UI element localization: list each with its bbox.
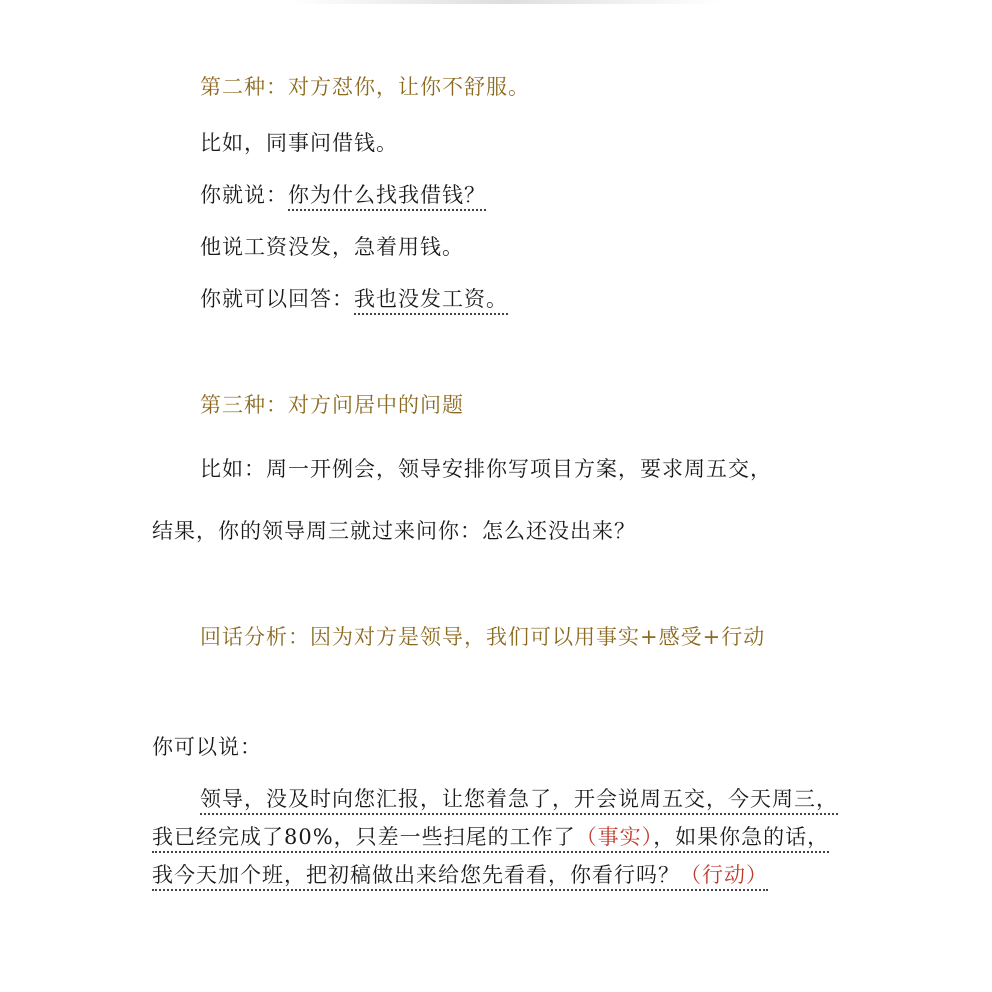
section2-reply [200,180,486,210]
top-edge-artifact [290,0,720,4]
answer-line2-text [152,825,829,853]
you-can-say-label: 你可以说： [152,735,262,759]
answer-line3-a: 我今天加个班，把初稿做出来给您先看看，你看行吗？ [152,863,680,887]
answer-line2-b: ，如果你急的话， [653,825,830,849]
action-tag: （行动） [680,863,768,887]
section2-heading: 第二种：对方怼你，让你不舒服。 [200,75,530,99]
answer-line1-text: 领导，没及时向您汇报，让您着急了，开会说周五交，今天周三， [200,787,838,815]
reply-prefix: 你就说： [200,183,288,207]
reply-text: 你为什么找我借钱？ [288,183,486,211]
section3-analysis: 回话分析：因为对方是领导，我们可以用事实+感受+行动 [200,625,766,649]
fact-tag: （事实） [575,825,654,849]
answer-prefix: 你就可以回答： [200,287,354,311]
answer-line3 [152,860,768,890]
section3-example-line1: 比如：周一开例会，领导安排你写项目方案，要求周五交， [200,457,772,481]
section2-example: 比如，同事问借钱。 [200,131,398,155]
answer-text: 我也没发工资。 [354,287,508,315]
section2-answer [200,284,508,314]
answer-line2 [152,822,829,852]
answer-line2-a: 我已经完成了80%，只差一些扫尾的工作了 [152,825,576,849]
section3-heading: 第三种：对方问居中的问题 [200,393,464,417]
section2-line4: 他说工资没发，急着用钱。 [200,235,464,259]
answer-line1 [200,784,838,814]
answer-line3-text [152,863,768,891]
section3-example-line2: 结果，你的领导周三就过来问你：怎么还没出来？ [152,519,636,543]
